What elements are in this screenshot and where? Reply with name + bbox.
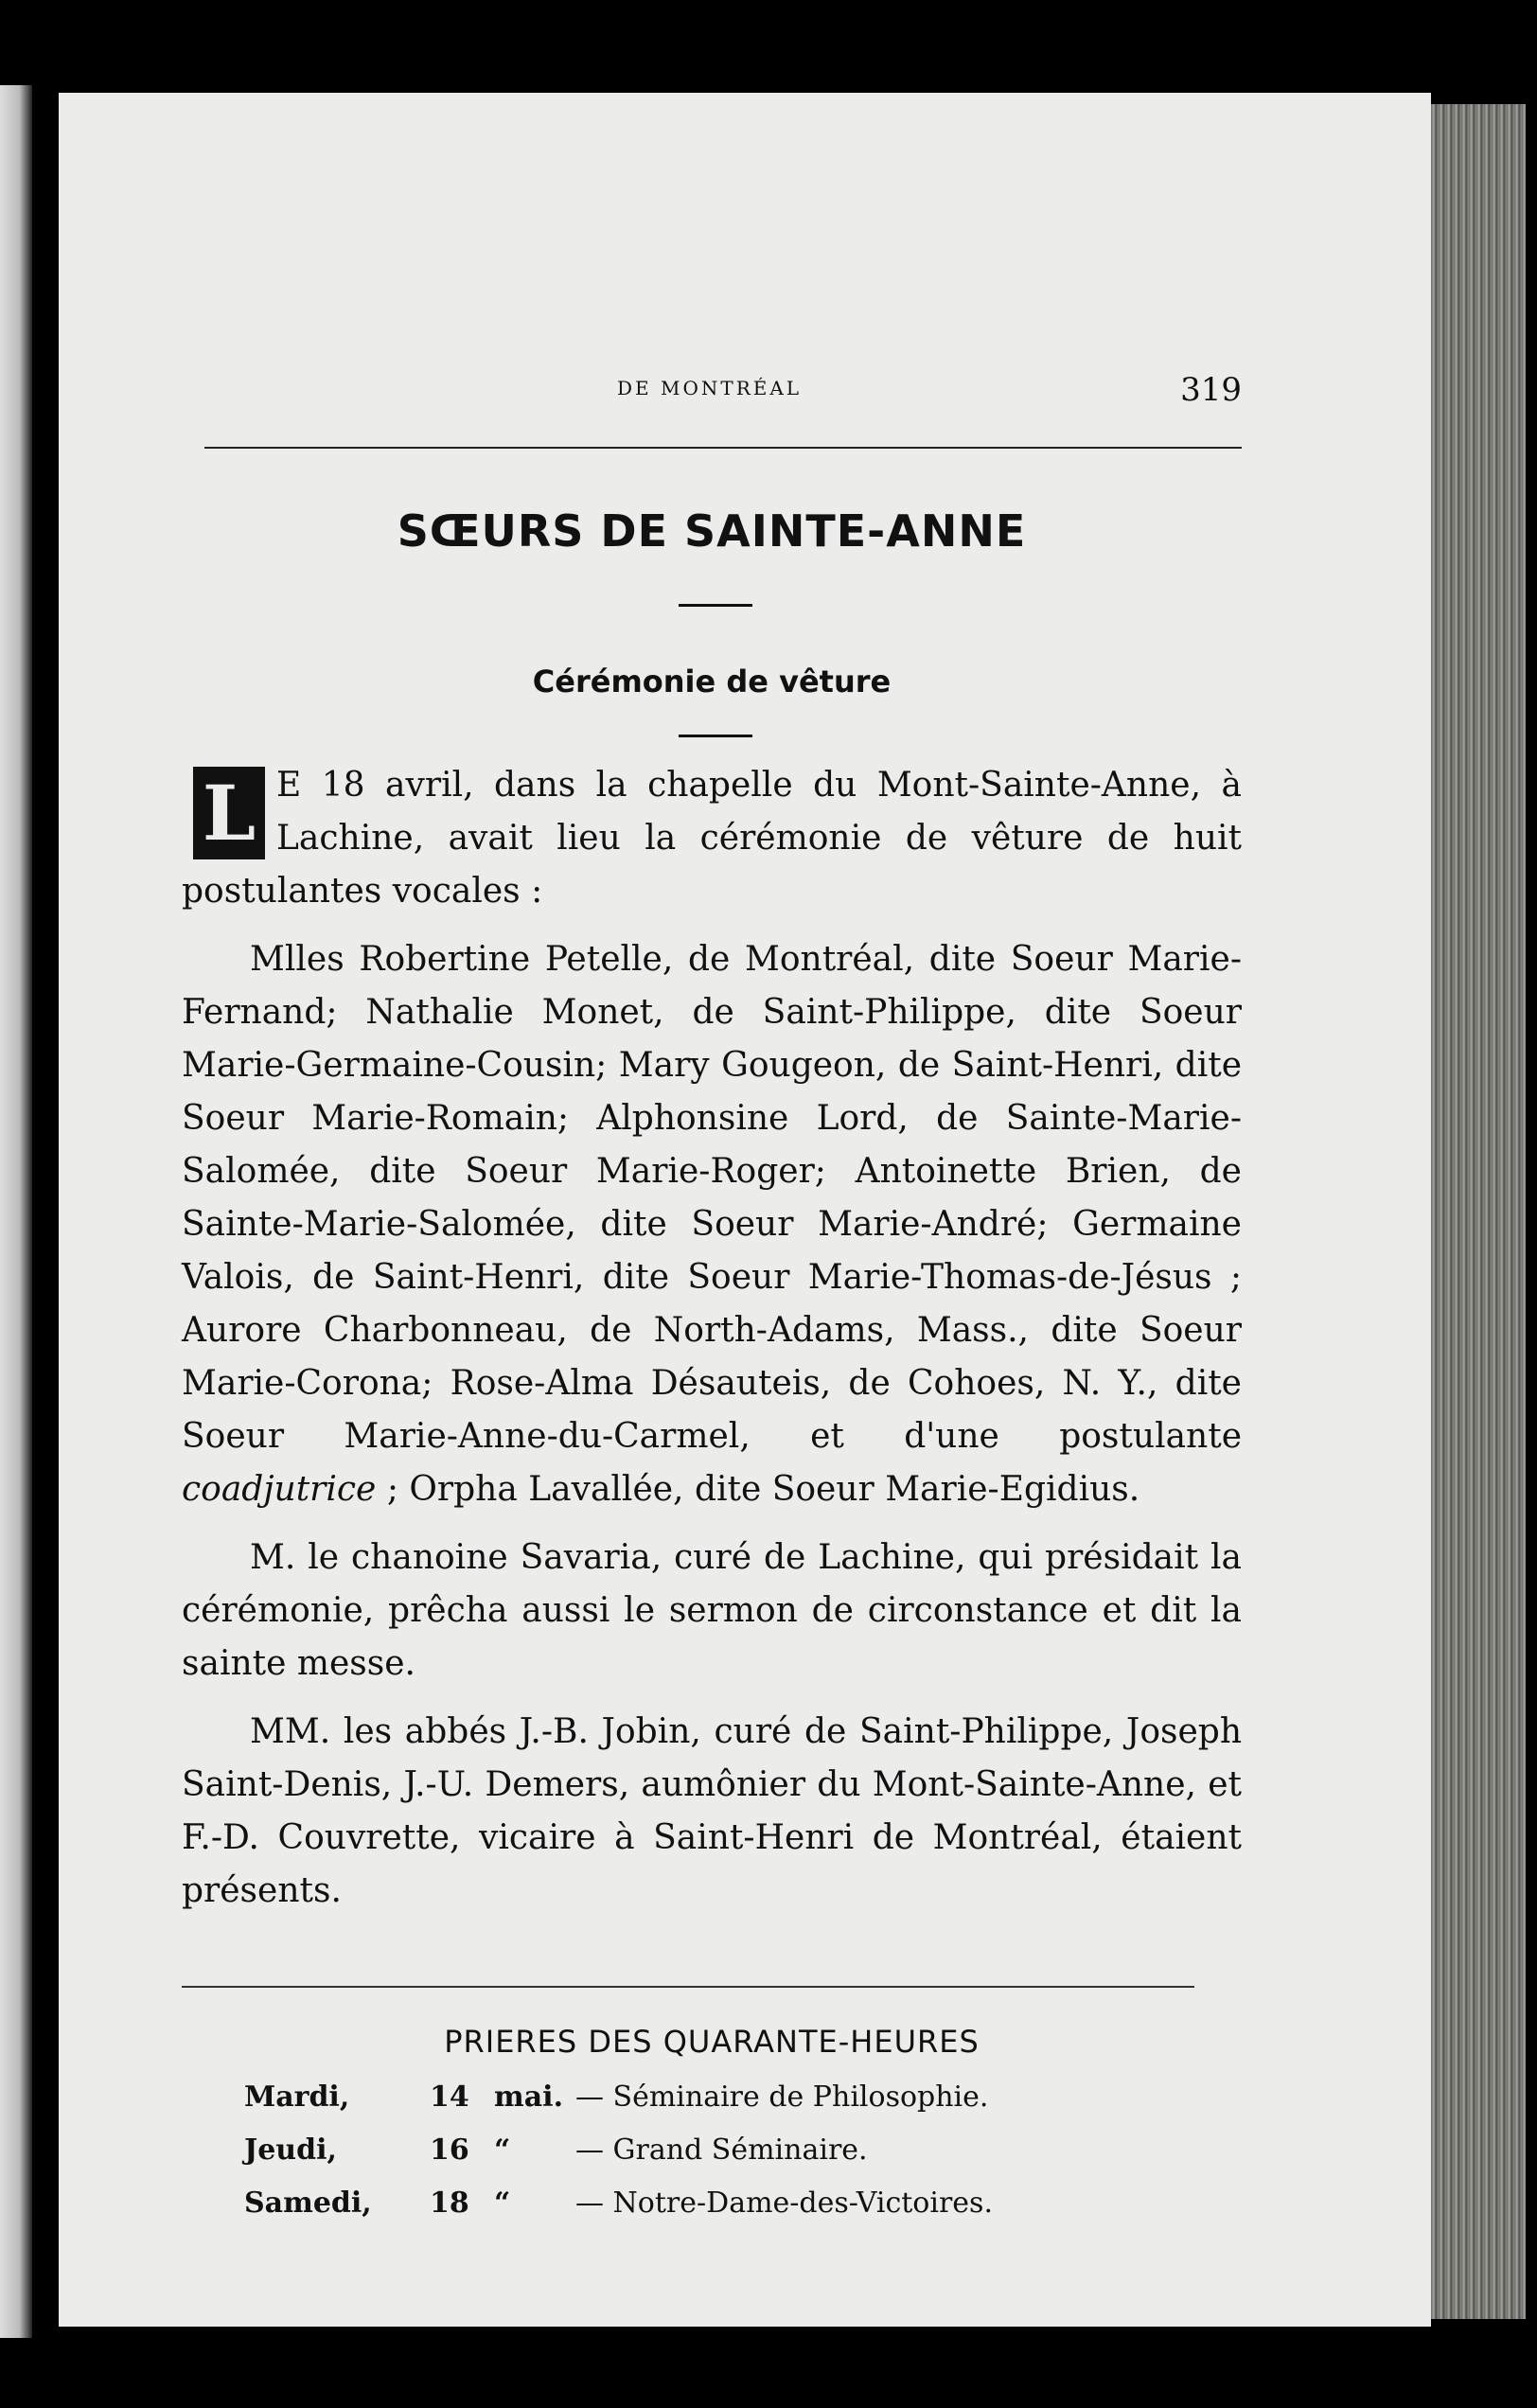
schedule-place: — Séminaire de Philosophie. bbox=[575, 2080, 989, 2114]
schedule-row bbox=[244, 2187, 1191, 2240]
book-left-edge bbox=[0, 85, 32, 2338]
paragraph-3: M. le chanoine Savaria, curé de Lachine, qui présidait la cérémonie, prêcha aussi le sermon de circonstance et dit la sainte messe. bbox=[182, 1538, 1242, 1683]
prayers-title: PRIERES DES QUARANTE-HEURES bbox=[444, 2024, 980, 2060]
schedule-month: “ bbox=[494, 2187, 511, 2220]
drop-cap: L bbox=[193, 767, 265, 859]
article-subtitle: Cérémonie de vêture bbox=[532, 664, 892, 699]
page-number: 319 bbox=[1180, 371, 1242, 409]
schedule-place: — Grand Séminaire. bbox=[575, 2134, 868, 2167]
schedule-day: Samedi, bbox=[244, 2187, 372, 2220]
schedule-date: 16 bbox=[430, 2134, 469, 2167]
schedule-month: “ bbox=[494, 2134, 511, 2167]
schedule-row bbox=[244, 2080, 1191, 2134]
subtitle-divider bbox=[679, 735, 752, 737]
section-rule bbox=[182, 1986, 1194, 1988]
article-title: SŒURS DE SAINTE-ANNE bbox=[397, 505, 1027, 557]
schedule-date: 14 bbox=[430, 2080, 469, 2114]
article-body bbox=[182, 759, 1242, 1933]
paragraph-4: MM. les abbés J.-B. Jobin, curé de Saint-Philippe, Joseph Saint-Denis, J.-U. Demers, aumônier du Mont-Sainte-Anne, et F.-D. Couvrette, vicaire à Saint-Henri de Montréal, étaient présents. bbox=[182, 1712, 1242, 1910]
paragraph-2-end: ; Orpha Lavallée, dite Soeur Marie-Egidius. bbox=[386, 1470, 1140, 1509]
paragraph-2 bbox=[182, 933, 1242, 1516]
header-rule bbox=[204, 447, 1242, 449]
title-divider bbox=[679, 604, 752, 607]
paragraph-2-italic: coadjutrice bbox=[182, 1470, 377, 1509]
schedule-day: Mardi, bbox=[244, 2080, 350, 2114]
schedule-place: — Notre-Dame-des-Victoires. bbox=[575, 2187, 993, 2220]
running-title: DE MONTRÉAL bbox=[617, 377, 803, 399]
schedule-month: mai. bbox=[494, 2080, 564, 2114]
paragraph-1 bbox=[182, 759, 1242, 918]
schedule-date: 18 bbox=[430, 2187, 469, 2220]
book-fore-edge bbox=[1431, 104, 1526, 2319]
paragraph-2-text: Mlles Robertine Petelle, de Montréal, dite Soeur Marie-Fernand; Nathalie Monet, de Saint-Philippe, dite Soeur Marie-Germaine-Cousin; Mary Gougeon, de Saint-Henri, dite Soeur Marie-Romain; Alphonsine Lord, de Sainte-Marie-Salomée, dite Soeur Marie-Roger; Antoinette Brien, de Sainte-Marie-Salomée, dite Soeur Marie-André; Germaine Valois, de Saint-Henri, dite Soeur Marie-Thomas-de-Jésus ; Aurore Charbonneau, de North-Adams, Mass., dite Soeur Marie-Corona; Rose-Alma Désauteis, de Cohoes, N. Y., dite Soeur Marie-Anne-du-Carmel, et d'une postulante bbox=[182, 940, 1242, 1456]
schedule-day: Jeudi, bbox=[244, 2134, 337, 2167]
prayers-schedule bbox=[244, 2080, 1191, 2240]
paragraph-1-text: E 18 avril, dans la chapelle du Mont-Sainte-Anne, à Lachine, avait lieu la cérémonie de vêture de huit postulantes vocales : bbox=[182, 766, 1242, 911]
book-page bbox=[59, 93, 1431, 2327]
running-head bbox=[182, 371, 1242, 415]
schedule-row bbox=[244, 2134, 1191, 2187]
